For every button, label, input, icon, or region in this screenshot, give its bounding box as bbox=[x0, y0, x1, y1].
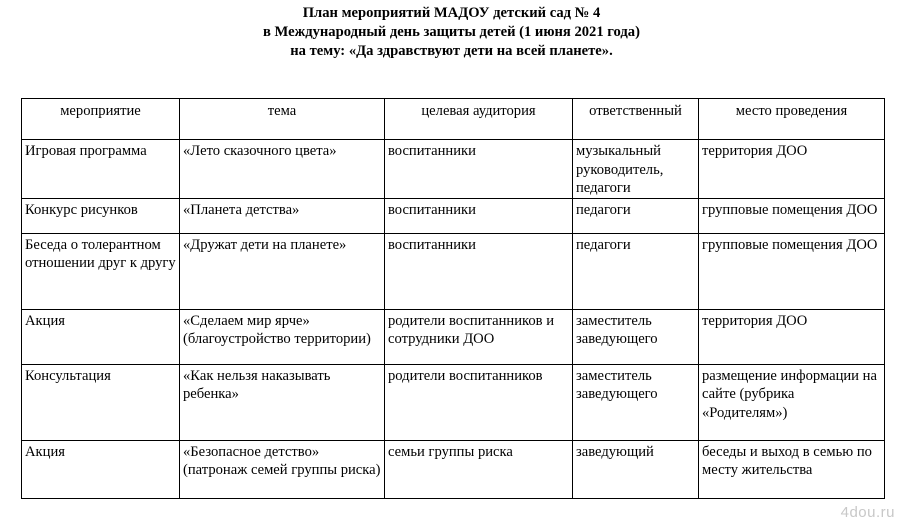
cell-responsible: педагоги bbox=[573, 233, 699, 309]
cell-event: Беседа о толерантном отношении друг к другу bbox=[22, 233, 180, 309]
cell-responsible: музыкальный руководитель, педагоги bbox=[573, 140, 699, 199]
events-table bbox=[21, 98, 885, 499]
cell-location: беседы и выход в семью по месту жительства bbox=[699, 440, 885, 498]
document-heading bbox=[0, 4, 903, 61]
cell-event: Акция bbox=[22, 440, 180, 498]
heading-theme: на тему: «Да здравствуют дети на всей планете». bbox=[290, 43, 613, 59]
cell-audience: воспитанники bbox=[385, 198, 573, 233]
table-row bbox=[22, 233, 885, 309]
heading-subtitle: в Международный день защиты детей (1 июня 2021 года) bbox=[263, 24, 640, 40]
column-header-location: место проведения bbox=[699, 99, 885, 140]
table-row bbox=[22, 364, 885, 440]
column-header-responsible: ответственный bbox=[573, 99, 699, 140]
cell-event: Игровая программа bbox=[22, 140, 180, 199]
column-header-audience: целевая аудитория bbox=[385, 99, 573, 140]
cell-topic: «Лето сказочного цвета» bbox=[180, 140, 385, 199]
table-row bbox=[22, 440, 885, 498]
site-watermark: 4dou.ru bbox=[840, 504, 895, 521]
cell-location: размещение информации на сайте (рубрика «Родителям») bbox=[699, 364, 885, 440]
column-header-event: мероприятие bbox=[22, 99, 180, 140]
cell-topic: «Как нельзя наказывать ребенка» bbox=[180, 364, 385, 440]
table-header-row bbox=[22, 99, 885, 140]
cell-topic: «Безопасное детство» (патронаж семей группы риска) bbox=[180, 440, 385, 498]
cell-event: Конкурс рисунков bbox=[22, 198, 180, 233]
cell-topic: «Планета детства» bbox=[180, 198, 385, 233]
table-row bbox=[22, 309, 885, 364]
cell-responsible: заместитель заведующего bbox=[573, 309, 699, 364]
cell-responsible: заведующий bbox=[573, 440, 699, 498]
cell-responsible: заместитель заведующего bbox=[573, 364, 699, 440]
cell-audience: семьи группы риска bbox=[385, 440, 573, 498]
table-row bbox=[22, 140, 885, 199]
cell-location: групповые помещения ДОО bbox=[699, 198, 885, 233]
heading-title: План мероприятий МАДОУ детский сад № 4 bbox=[302, 5, 601, 21]
cell-topic: «Сделаем мир ярче» (благоустройство территории) bbox=[180, 309, 385, 364]
cell-location: территория ДОО bbox=[699, 309, 885, 364]
cell-event: Акция bbox=[22, 309, 180, 364]
cell-audience: родители воспитанников и сотрудники ДОО bbox=[385, 309, 573, 364]
cell-responsible: педагоги bbox=[573, 198, 699, 233]
column-header-topic: тема bbox=[180, 99, 385, 140]
cell-audience: воспитанники bbox=[385, 140, 573, 199]
cell-audience: воспитанники bbox=[385, 233, 573, 309]
cell-audience: родители воспитанников bbox=[385, 364, 573, 440]
cell-location: территория ДОО bbox=[699, 140, 885, 199]
cell-event: Консультация bbox=[22, 364, 180, 440]
table-row bbox=[22, 198, 885, 233]
cell-location: групповые помещения ДОО bbox=[699, 233, 885, 309]
cell-topic: «Дружат дети на планете» bbox=[180, 233, 385, 309]
